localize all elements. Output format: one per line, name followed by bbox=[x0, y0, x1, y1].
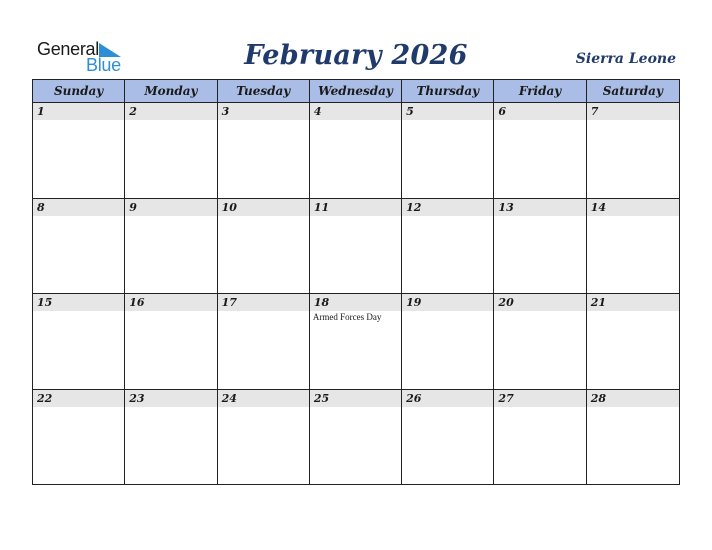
day-number: 19 bbox=[402, 294, 493, 311]
day-cell[interactable] bbox=[402, 390, 494, 486]
logo-text-general: General bbox=[37, 39, 99, 59]
day-number: 24 bbox=[218, 390, 309, 407]
day-number: 16 bbox=[125, 294, 216, 311]
day-number: 21 bbox=[587, 294, 679, 311]
day-number: 17 bbox=[218, 294, 309, 311]
day-cell[interactable] bbox=[125, 103, 217, 198]
day-cell[interactable] bbox=[125, 390, 217, 486]
day-cell[interactable] bbox=[125, 199, 217, 294]
day-cell[interactable] bbox=[218, 103, 310, 198]
day-event bbox=[125, 216, 216, 217]
day-event bbox=[402, 120, 493, 121]
day-number: 8 bbox=[33, 199, 124, 216]
weekday-header-sunday: Sunday bbox=[33, 80, 125, 102]
day-cell[interactable] bbox=[218, 390, 310, 486]
day-event bbox=[33, 407, 124, 408]
day-cell[interactable] bbox=[125, 294, 217, 389]
day-cell[interactable] bbox=[402, 103, 494, 198]
day-number: 26 bbox=[402, 390, 493, 407]
day-cell[interactable] bbox=[218, 199, 310, 294]
day-event bbox=[125, 407, 216, 408]
week-row-2 bbox=[33, 199, 679, 295]
day-event bbox=[218, 120, 309, 121]
day-cell[interactable] bbox=[33, 294, 125, 389]
day-event bbox=[402, 407, 493, 408]
page-title: February 2026 bbox=[244, 40, 468, 71]
day-number: 18 bbox=[310, 294, 401, 311]
day-cell[interactable] bbox=[218, 294, 310, 389]
calendar-grid bbox=[32, 79, 680, 485]
week-row-3 bbox=[33, 294, 679, 390]
day-number: 28 bbox=[587, 390, 679, 407]
day-cell[interactable] bbox=[402, 294, 494, 389]
day-cell[interactable] bbox=[494, 199, 586, 294]
day-event bbox=[402, 216, 493, 217]
day-cell[interactable] bbox=[310, 390, 402, 486]
day-event bbox=[218, 311, 309, 312]
day-cell[interactable] bbox=[402, 199, 494, 294]
day-event bbox=[587, 120, 679, 121]
day-event bbox=[310, 407, 401, 408]
day-cell[interactable] bbox=[587, 199, 679, 294]
day-number: 27 bbox=[494, 390, 585, 407]
day-number: 11 bbox=[310, 199, 401, 216]
day-event bbox=[218, 407, 309, 408]
day-number: 15 bbox=[33, 294, 124, 311]
day-event: Armed Forces Day bbox=[312, 312, 382, 322]
day-event bbox=[125, 311, 216, 312]
day-event bbox=[218, 216, 309, 217]
day-cell[interactable] bbox=[494, 390, 586, 486]
day-number: 1 bbox=[33, 103, 124, 120]
day-number: 23 bbox=[125, 390, 216, 407]
day-event bbox=[494, 407, 585, 408]
day-event bbox=[494, 216, 585, 217]
day-event bbox=[125, 120, 216, 121]
day-number: 20 bbox=[494, 294, 585, 311]
weekday-header-tuesday: Tuesday bbox=[218, 80, 310, 102]
weekday-header-monday: Monday bbox=[125, 80, 217, 102]
day-number: 10 bbox=[218, 199, 309, 216]
week-row-4 bbox=[33, 390, 679, 486]
day-event bbox=[402, 311, 493, 312]
weekday-header-thursday: Thursday bbox=[402, 80, 494, 102]
day-event bbox=[587, 216, 679, 217]
day-number: 25 bbox=[310, 390, 401, 407]
day-cell[interactable] bbox=[310, 103, 402, 198]
day-event bbox=[494, 120, 585, 121]
day-number: 5 bbox=[402, 103, 493, 120]
day-event bbox=[587, 407, 679, 408]
day-event bbox=[33, 216, 124, 217]
day-number: 9 bbox=[125, 199, 216, 216]
logo-text-blue: Blue bbox=[86, 55, 121, 75]
day-cell[interactable] bbox=[587, 103, 679, 198]
day-number: 7 bbox=[587, 103, 679, 120]
day-cell[interactable] bbox=[33, 103, 125, 198]
day-cell[interactable] bbox=[494, 294, 586, 389]
day-cell[interactable] bbox=[33, 199, 125, 294]
weekday-header-friday: Friday bbox=[494, 80, 586, 102]
day-number: 6 bbox=[494, 103, 585, 120]
day-cell[interactable] bbox=[310, 199, 402, 294]
day-number: 14 bbox=[587, 199, 679, 216]
day-number: 13 bbox=[494, 199, 585, 216]
day-number: 2 bbox=[125, 103, 216, 120]
day-cell[interactable] bbox=[494, 103, 586, 198]
day-cell[interactable] bbox=[33, 390, 125, 486]
country-label: Sierra Leone bbox=[575, 51, 676, 67]
day-event bbox=[587, 311, 679, 312]
day-event bbox=[310, 216, 401, 217]
weekday-header-wednesday: Wednesday bbox=[310, 80, 402, 102]
weekday-header-row bbox=[33, 80, 679, 103]
day-cell[interactable] bbox=[310, 294, 402, 389]
day-event bbox=[310, 120, 401, 121]
day-event bbox=[494, 311, 585, 312]
weekday-header-saturday: Saturday bbox=[602, 84, 663, 98]
day-cell[interactable] bbox=[587, 390, 679, 486]
week-row-1 bbox=[33, 103, 679, 199]
day-cell[interactable] bbox=[587, 294, 679, 389]
day-event bbox=[33, 120, 124, 121]
day-number: 3 bbox=[218, 103, 309, 120]
day-number: 4 bbox=[310, 103, 401, 120]
day-number: 12 bbox=[402, 199, 493, 216]
day-number: 22 bbox=[33, 390, 124, 407]
day-event bbox=[33, 311, 124, 312]
